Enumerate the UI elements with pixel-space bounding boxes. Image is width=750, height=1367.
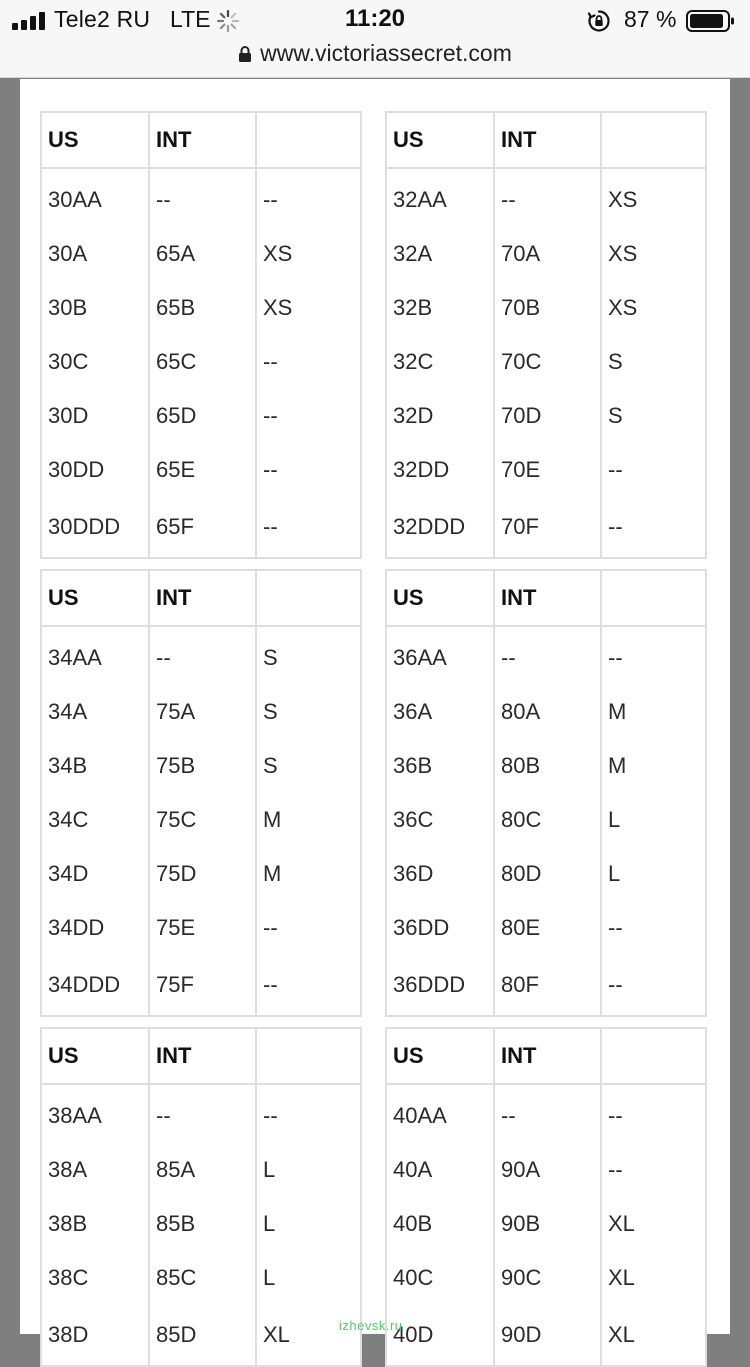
table-row	[387, 847, 705, 901]
table-row	[42, 168, 360, 227]
int-size-cell: 85B	[149, 1197, 256, 1251]
table-row	[42, 847, 360, 901]
column-header-us: US	[387, 113, 494, 168]
browser-top-bar	[0, 0, 750, 78]
table-row	[387, 1084, 705, 1143]
network-type: LTE	[170, 6, 211, 32]
table-row	[42, 901, 360, 955]
us-size-cell: 36B	[387, 739, 494, 793]
letter-size-cell: L	[608, 807, 621, 832]
us-size-cell: 40D	[387, 1305, 494, 1365]
us-size-cell: 32A	[387, 227, 494, 281]
table-row	[387, 168, 705, 227]
table-header-row	[387, 571, 705, 626]
status-bar	[0, 0, 750, 40]
table-header-row	[387, 113, 705, 168]
column-header-letter	[256, 1029, 360, 1084]
us-size-cell: 32D	[387, 389, 494, 443]
size-table	[385, 569, 707, 1017]
int-size-cell: --	[494, 168, 601, 227]
int-size-cell: 65E	[149, 443, 256, 497]
us-size-cell: 40B	[387, 1197, 494, 1251]
int-size-cell: 75F	[149, 955, 256, 1015]
int-size-cell: 65B	[149, 281, 256, 335]
column-header-us: US	[42, 113, 149, 168]
table-header-row	[42, 1029, 360, 1084]
battery-percentage: 87 %	[624, 6, 677, 32]
us-size-cell: 34A	[42, 685, 149, 739]
size-table-grid	[42, 113, 360, 557]
us-size-cell: 34D	[42, 847, 149, 901]
int-size-cell: 70F	[494, 497, 601, 557]
int-size-cell: 65D	[149, 389, 256, 443]
column-header-letter	[256, 113, 360, 168]
table-row	[42, 335, 360, 389]
us-size-cell: 30D	[42, 389, 149, 443]
us-size-cell: 32AA	[387, 168, 494, 227]
letter-size-cell: --	[608, 457, 623, 482]
us-size-cell: 30DDD	[42, 497, 149, 557]
column-header-letter	[601, 1029, 705, 1084]
table-row	[387, 1197, 705, 1251]
int-size-cell: --	[149, 168, 256, 227]
column-header-letter	[601, 113, 705, 168]
int-size-cell: 75B	[149, 739, 256, 793]
int-size-cell: 90D	[494, 1305, 601, 1365]
column-header-int: INT	[149, 571, 256, 626]
us-size-cell: 40C	[387, 1251, 494, 1305]
column-header-int: INT	[494, 113, 601, 168]
us-size-cell: 36C	[387, 793, 494, 847]
us-size-cell: 38AA	[42, 1084, 149, 1143]
us-size-cell: 36DDD	[387, 955, 494, 1015]
table-row	[42, 443, 360, 497]
table-row	[42, 1143, 360, 1197]
table-row	[387, 685, 705, 739]
int-size-cell: 75A	[149, 685, 256, 739]
status-time: 11:20	[344, 5, 406, 32]
column-header-letter	[256, 571, 360, 626]
us-size-cell: 32B	[387, 281, 494, 335]
int-size-cell: --	[149, 1084, 256, 1143]
letter-size-cell: --	[608, 514, 623, 539]
size-table	[385, 111, 707, 559]
int-size-cell: 70B	[494, 281, 601, 335]
letter-size-cell: --	[608, 972, 623, 997]
int-size-cell: --	[149, 626, 256, 685]
letter-size-cell: --	[263, 349, 278, 374]
int-size-cell: 70A	[494, 227, 601, 281]
us-size-cell: 30A	[42, 227, 149, 281]
int-size-cell: 80F	[494, 955, 601, 1015]
secure-lock-icon	[238, 45, 252, 63]
letter-size-cell: --	[263, 457, 278, 482]
letter-size-cell: --	[608, 1103, 623, 1128]
size-table-grid	[387, 1029, 705, 1365]
table-row	[42, 793, 360, 847]
us-size-cell: 38B	[42, 1197, 149, 1251]
table-row	[387, 1251, 705, 1305]
letter-size-cell: --	[263, 514, 278, 539]
letter-size-cell: --	[263, 1103, 278, 1128]
letter-size-cell: L	[608, 861, 621, 886]
int-size-cell: 90C	[494, 1251, 601, 1305]
table-row	[387, 739, 705, 793]
letter-size-cell: L	[263, 1265, 276, 1290]
table-row	[387, 901, 705, 955]
size-table-grid	[42, 1029, 360, 1365]
us-size-cell: 30B	[42, 281, 149, 335]
table-row	[42, 1197, 360, 1251]
us-size-cell: 32DD	[387, 443, 494, 497]
watermark-text: izhevsk.ru	[339, 1318, 403, 1333]
us-size-cell: 30C	[42, 335, 149, 389]
table-row	[387, 955, 705, 1015]
table-row	[387, 227, 705, 281]
table-header-row	[42, 113, 360, 168]
rotation-lock-icon	[587, 9, 611, 33]
column-header-int: INT	[149, 113, 256, 168]
table-row	[387, 281, 705, 335]
us-size-cell: 34C	[42, 793, 149, 847]
letter-size-cell: --	[263, 403, 278, 428]
letter-size-cell: S	[263, 699, 278, 724]
letter-size-cell: L	[263, 1157, 276, 1182]
us-size-cell: 32DDD	[387, 497, 494, 557]
int-size-cell: 80D	[494, 847, 601, 901]
address-bar[interactable]	[0, 40, 750, 70]
us-size-cell: 38C	[42, 1251, 149, 1305]
us-size-cell: 32C	[387, 335, 494, 389]
table-row	[42, 955, 360, 1015]
letter-size-cell: XS	[608, 241, 638, 266]
table-row	[42, 281, 360, 335]
us-size-cell: 36DD	[387, 901, 494, 955]
int-size-cell: 85A	[149, 1143, 256, 1197]
table-row	[42, 227, 360, 281]
letter-size-cell: S	[263, 753, 278, 778]
us-size-cell: 40AA	[387, 1084, 494, 1143]
letter-size-cell: S	[608, 403, 623, 428]
column-header-int: INT	[149, 1029, 256, 1084]
int-size-cell: 90A	[494, 1143, 601, 1197]
int-size-cell: 65C	[149, 335, 256, 389]
int-size-cell: 80A	[494, 685, 601, 739]
us-size-cell: 34DDD	[42, 955, 149, 1015]
column-header-letter	[601, 571, 705, 626]
letter-size-cell: XL	[608, 1265, 635, 1290]
table-row	[42, 739, 360, 793]
letter-size-cell: XS	[263, 295, 293, 320]
us-size-cell: 30AA	[42, 168, 149, 227]
letter-size-cell: S	[608, 349, 623, 374]
letter-size-cell: L	[263, 1211, 276, 1236]
column-header-int: INT	[494, 571, 601, 626]
us-size-cell: 38D	[42, 1305, 149, 1365]
column-header-us: US	[42, 1029, 149, 1084]
us-size-cell: 40A	[387, 1143, 494, 1197]
table-header-row	[387, 1029, 705, 1084]
page-content	[20, 79, 730, 1347]
int-size-cell: 75C	[149, 793, 256, 847]
table-row	[387, 335, 705, 389]
letter-size-cell: XL	[263, 1322, 290, 1347]
table-row	[387, 1305, 705, 1365]
int-size-cell: 75E	[149, 901, 256, 955]
int-size-cell: 75D	[149, 847, 256, 901]
table-row	[42, 389, 360, 443]
column-header-us: US	[387, 571, 494, 626]
letter-size-cell: --	[263, 972, 278, 997]
size-table	[40, 111, 362, 559]
int-size-cell: 70D	[494, 389, 601, 443]
table-row	[387, 1143, 705, 1197]
table-row	[42, 1084, 360, 1143]
int-size-cell: 70E	[494, 443, 601, 497]
letter-size-cell: S	[263, 645, 278, 670]
table-row	[42, 1305, 360, 1365]
letter-size-cell: XS	[608, 295, 638, 320]
int-size-cell: 80E	[494, 901, 601, 955]
letter-size-cell: --	[608, 645, 623, 670]
letter-size-cell: XS	[263, 241, 293, 266]
letter-size-cell: M	[608, 753, 627, 778]
us-size-cell: 38A	[42, 1143, 149, 1197]
int-size-cell: 85D	[149, 1305, 256, 1365]
column-header-int: INT	[494, 1029, 601, 1084]
letter-size-cell: --	[263, 915, 278, 940]
int-size-cell: --	[494, 1084, 601, 1143]
letter-size-cell: --	[263, 187, 278, 212]
int-size-cell: 85C	[149, 1251, 256, 1305]
int-size-cell: 65A	[149, 227, 256, 281]
size-table	[385, 1027, 707, 1367]
letter-size-cell: XL	[608, 1211, 635, 1236]
us-size-cell: 30DD	[42, 443, 149, 497]
us-size-cell: 34B	[42, 739, 149, 793]
table-row	[387, 793, 705, 847]
letter-size-cell: --	[608, 1157, 623, 1182]
carrier-name: Tele2 RU	[54, 6, 151, 32]
table-row	[387, 497, 705, 557]
column-header-us: US	[387, 1029, 494, 1084]
letter-size-cell: XL	[608, 1322, 635, 1347]
us-size-cell: 36A	[387, 685, 494, 739]
size-table	[40, 569, 362, 1017]
letter-size-cell: XS	[608, 187, 638, 212]
table-row	[387, 443, 705, 497]
int-size-cell: 90B	[494, 1197, 601, 1251]
size-table-grid	[387, 571, 705, 1015]
letter-size-cell: --	[608, 915, 623, 940]
us-size-cell: 36AA	[387, 626, 494, 685]
column-header-us: US	[42, 571, 149, 626]
int-size-cell: --	[494, 626, 601, 685]
us-size-cell: 34DD	[42, 901, 149, 955]
size-table-grid	[387, 113, 705, 557]
table-header-row	[42, 571, 360, 626]
letter-size-cell: M	[263, 861, 282, 886]
table-row	[42, 1251, 360, 1305]
battery-icon	[686, 10, 734, 32]
table-row	[42, 626, 360, 685]
us-size-cell: 36D	[387, 847, 494, 901]
letter-size-cell: M	[608, 699, 627, 724]
us-size-cell: 34AA	[42, 626, 149, 685]
table-row	[42, 685, 360, 739]
table-row	[387, 389, 705, 443]
letter-size-cell: M	[263, 807, 282, 832]
int-size-cell: 65F	[149, 497, 256, 557]
table-row	[42, 497, 360, 557]
int-size-cell: 70C	[494, 335, 601, 389]
page-url: www.victoriassecret.com	[260, 40, 512, 66]
int-size-cell: 80C	[494, 793, 601, 847]
size-table	[40, 1027, 362, 1367]
table-row	[387, 626, 705, 685]
int-size-cell: 80B	[494, 739, 601, 793]
size-table-grid	[42, 571, 360, 1015]
